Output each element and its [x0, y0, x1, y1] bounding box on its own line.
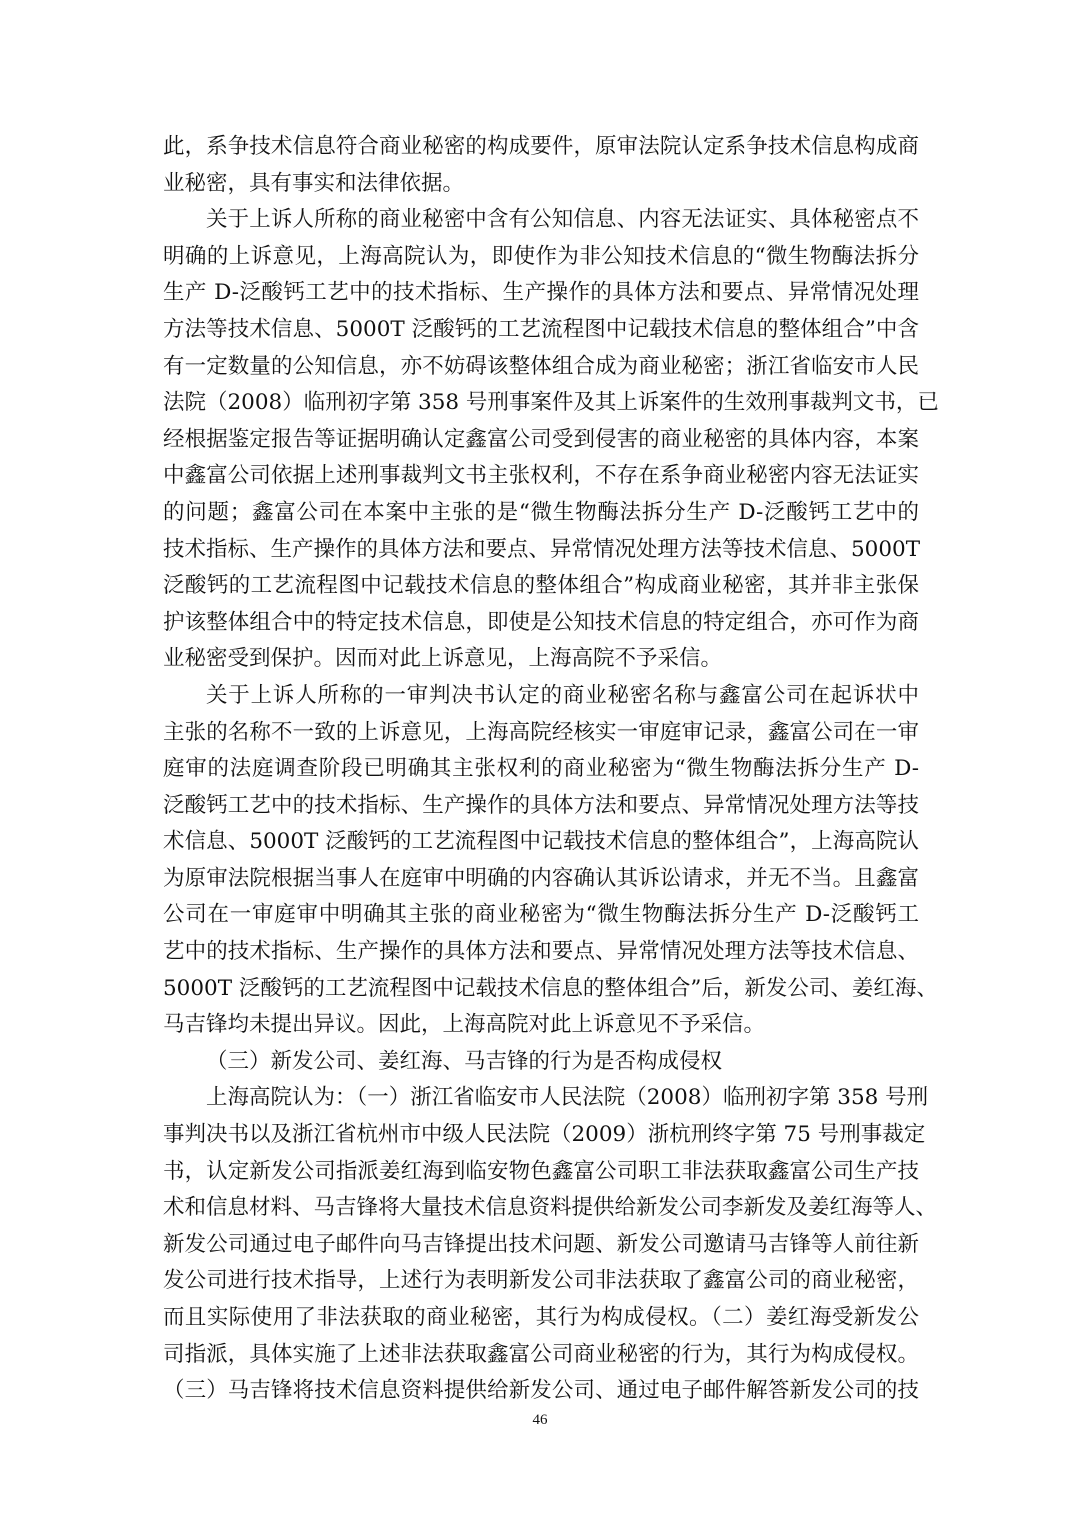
text-line: 事判决书以及浙江省杭州市中级人民法院（2009）浙杭刑终字第 75 号刑事裁定	[163, 1122, 926, 1148]
text-line: 的问题；鑫富公司在本案中主张的是“微生物酶法拆分生产 D-泛酸钙工艺中的	[163, 499, 919, 525]
text-line: 关于上诉人所称的商业秘密中含有公知信息、内容无法证实、具体秘密点不	[206, 207, 919, 233]
text-line: 法院（2008）临刑初字第 358 号刑事案件及其上诉案件的生效刑事裁判文书，已	[163, 390, 939, 416]
text-line: 公司在一审庭审中明确其主张的商业秘密为“微生物酶法拆分生产 D-泛酸钙工	[163, 902, 919, 928]
text-line: 主张的名称不一致的上诉意见，上海高院经核实一审庭审记录，鑫富公司在一审	[163, 719, 919, 745]
text-line: 有一定数量的公知信息，亦不妨碍该整体组合成为商业秘密；浙江省临安市人民	[163, 353, 919, 379]
page-number: 46	[532, 1412, 548, 1428]
text-line: （三）新发公司、姜红海、马吉锋的行为是否构成侵权	[206, 1048, 723, 1074]
body-text	[163, 129, 939, 1410]
text-line: 方法等技术信息、5000T 泛酸钙的工艺流程图中记载技术信息的整体组合”中含	[163, 316, 919, 342]
text-line: 术信息、5000T 泛酸钙的工艺流程图中记载技术信息的整体组合”，上海高院认	[163, 829, 919, 855]
text-line: 业秘密受到保护。因而对此上诉意见，上海高院不予采信。	[163, 646, 723, 672]
text-line: 中鑫富公司依据上述刑事裁判文书主张权利，不存在系争商业秘密内容无法证实	[163, 463, 919, 489]
text-line: 泛酸钙的工艺流程图中记载技术信息的整体组合”构成商业秘密，其并非主张保	[163, 573, 919, 599]
text-line: 业秘密，具有事实和法律依据。	[163, 170, 465, 196]
text-line: 术和信息材料、马吉锋将大量技术信息资料提供给新发公司李新发及姜红海等人、	[163, 1195, 938, 1221]
text-line: 此，系争技术信息符合商业秘密的构成要件，原审法院认定系争技术信息构成商	[163, 134, 919, 159]
text-line: 关于上诉人所称的一审判决书认定的商业秘密名称与鑫富公司在起诉状中	[206, 682, 919, 708]
text-line: 发公司进行技术指导，上述行为表明新发公司非法获取了鑫富公司的商业秘密，	[163, 1268, 919, 1294]
text-line: 马吉锋均未提出异议。因此，上海高院对此上诉意见不予采信。	[163, 1012, 766, 1038]
text-line: 为原审法院根据当事人在庭审中明确的内容确认其诉讼请求，并无不当。且鑫富	[163, 865, 919, 891]
text-line: 生产 D-泛酸钙工艺中的技术指标、生产操作的具体方法和要点、异常情况处理	[163, 280, 919, 306]
text-line: 技术指标、生产操作的具体方法和要点、异常情况处理方法等技术信息、5000T	[163, 536, 921, 562]
text-line: 庭审的法庭调查阶段已明确其主张权利的商业秘密为“微生物酶法拆分生产 D-	[163, 756, 919, 782]
text-line: 护该整体组合中的特定技术信息，即使是公知技术信息的特定组合，亦可作为商	[163, 609, 919, 635]
text-line: 泛酸钙工艺中的技术指标、生产操作的具体方法和要点、异常情况处理方法等技	[163, 792, 919, 818]
text-line: 而且实际使用了非法获取的商业秘密，其行为构成侵权。（二）姜红海受新发公	[163, 1305, 919, 1330]
text-line: 司指派，具体实施了上述非法获取鑫富公司商业秘密的行为，其行为构成侵权。	[163, 1341, 919, 1367]
text-line: 新发公司通过电子邮件向马吉锋提出技术问题、新发公司邀请马吉锋等人前往新	[163, 1231, 919, 1257]
text-line: 经根据鉴定报告等证据明确认定鑫富公司受到侵害的商业秘密的具体内容，本案	[163, 426, 919, 452]
text-line: （三）马吉锋将技术信息资料提供给新发公司、通过电子邮件解答新发公司的技	[163, 1378, 919, 1404]
text-line: 书，认定新发公司指派姜红海到临安物色鑫富公司职工非法获取鑫富公司生产技	[163, 1158, 919, 1184]
text-line: 5000T 泛酸钙的工艺流程图中记载技术信息的整体组合”后，新发公司、姜红海、	[163, 975, 938, 1001]
text-line: 明确的上诉意见，上海高院认为，即使作为非公知技术信息的“微生物酶法拆分	[163, 243, 919, 269]
text-line: 上海高院认为：（一）浙江省临安市人民法院（2008）临刑初字第 358 号刑	[206, 1085, 929, 1111]
text-line: 艺中的技术指标、生产操作的具体方法和要点、异常情况处理方法等技术信息、	[163, 939, 919, 965]
